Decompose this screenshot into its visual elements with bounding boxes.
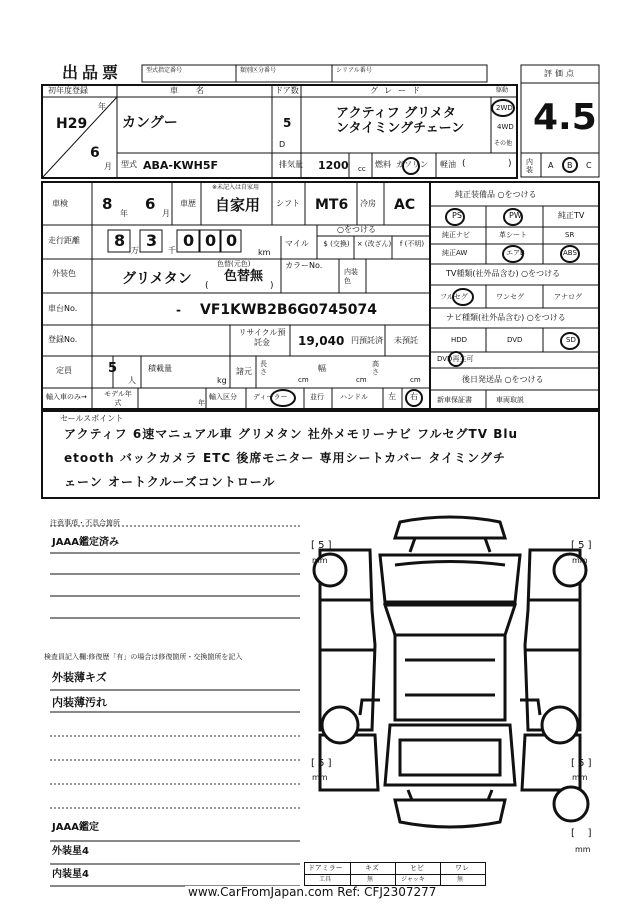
score-value: 4.5 — [533, 97, 597, 138]
mileage-digit-5: 0 — [226, 231, 238, 250]
legend-header-4: ワレ — [455, 864, 469, 872]
equip-abs: ABS — [563, 249, 577, 257]
tire-spare-unit: mm — [575, 845, 591, 854]
recycle-value: 19,040 — [298, 334, 345, 348]
score-label: 評価点 — [544, 69, 577, 78]
tire-front-left-unit: mm — [312, 556, 328, 565]
mileage-digit-3: 0 — [183, 231, 195, 250]
legend-table — [304, 862, 486, 886]
serial-label: シリアル番号 — [336, 67, 372, 74]
doors-value: 5 — [283, 116, 292, 130]
doors-label: ドア数 — [275, 86, 299, 95]
grade-line1: アクティフ グリメタ — [336, 106, 456, 121]
fuel-paren-close: ) — [508, 159, 512, 169]
mileage-digit-2: 3 — [146, 231, 158, 250]
width-label: 幅 — [318, 364, 326, 373]
selected-gasoline-circle — [402, 157, 420, 175]
inspection-label: 車検 — [52, 199, 68, 208]
selected-dealer-circle — [270, 389, 296, 407]
drive-4wd: 4WD — [497, 123, 514, 131]
form-code-label: 型式指定番号 — [146, 67, 183, 74]
navi-sd: SD — [566, 336, 576, 344]
interior-grade-b: B — [567, 161, 573, 170]
navi-sd-circle — [560, 332, 580, 350]
color-paren-close: ) — [270, 281, 274, 291]
tv-title: TV種類(社外品含む) ○をつける — [446, 269, 561, 278]
altered-label: × (改ざん) — [356, 240, 392, 248]
capacity-value: 5 — [108, 361, 118, 376]
equip-abs-circle — [560, 245, 580, 263]
tire-front-left: [ 5 ] — [311, 540, 332, 551]
import-class-label: 輸入区分 — [209, 393, 237, 401]
later-title: 後日発送品 ○をつける — [462, 375, 544, 384]
class-code-label: 類別区分番号 — [240, 67, 277, 74]
unknown-label: f (不明) — [399, 240, 425, 248]
capacity-label: 定員 — [56, 366, 72, 375]
fuel-diesel: 軽油 — [440, 160, 456, 169]
shift-value: MT6 — [315, 197, 349, 213]
car-name-label: 車名 — [170, 86, 222, 95]
reg-no-label: 登録No. — [48, 335, 78, 344]
equip-tv: 純正TV — [558, 211, 585, 220]
model-value: ABA-KWH5F — [143, 159, 219, 172]
color-no-label: カラーNo. — [285, 261, 323, 270]
grade-line2: ンタイミングチェーン — [336, 121, 465, 136]
swap-label: $ (交換) — [323, 240, 350, 248]
dims-label: 諸元 — [236, 367, 252, 376]
legend-header-3: ヒビ — [410, 864, 424, 872]
inspection-year: 8 — [102, 195, 113, 213]
first-reg-label: 初年度登録 — [48, 86, 88, 95]
person-unit: 人 — [128, 376, 136, 385]
tire-spare: [ ] — [571, 828, 592, 839]
dvd-playback-circle — [448, 351, 464, 367]
doors-unit: D — [279, 140, 286, 149]
car-name: カングー — [122, 115, 178, 131]
selected-interior-b-circle — [562, 157, 578, 173]
inspector-line-1: 外装薄キズ — [52, 671, 107, 684]
legend-value-3: ジャッキ — [401, 876, 425, 883]
sales-point-label: セールスポイント — [60, 414, 124, 423]
later-manual: 車両取説 — [496, 396, 524, 404]
handle-label: ハンドル — [340, 393, 368, 401]
equip-pw-circle — [503, 208, 523, 226]
import-label: 輸入車のみ→ — [46, 393, 87, 401]
color-change-value: 色替無 — [224, 269, 264, 284]
equip-pw: PW — [509, 211, 522, 220]
tire-rear-left-unit: mm — [312, 773, 328, 782]
mileage-digit-1: 8 — [114, 231, 126, 250]
color-paren-open: ( — [205, 281, 209, 291]
inspector-line-2: 内装薄汚れ — [52, 696, 107, 709]
mileage-sen-unit: 千 — [168, 246, 176, 255]
legend-header-2: キズ — [365, 864, 379, 872]
equip-ps: PS — [452, 211, 462, 220]
length-cm-unit: cm — [298, 376, 309, 384]
color-original-label: 色替(元色) — [217, 260, 251, 268]
recycle-paid: 円預託済 — [351, 336, 383, 345]
footer-watermark: www.CarFromJapan.com Ref: CFJ2307277 — [185, 886, 439, 898]
interior-color-label: 内装色 — [344, 268, 358, 285]
grade-label: グレード — [370, 86, 426, 95]
interior-grade-a: A — [548, 161, 554, 170]
selected-2wd-circle — [491, 99, 515, 117]
caution-label: 注意事項・不具合箇所 — [50, 519, 120, 527]
sales-point-line-3: ェーン オートクルーズコントロール — [64, 475, 276, 489]
form-title: 出品票 — [62, 63, 123, 82]
legend-value-2: 無 — [367, 876, 374, 883]
dealer-label: ディーラー — [253, 393, 288, 401]
tv-fullseg-circle — [452, 288, 474, 306]
mileage-km-unit: km — [258, 248, 271, 257]
inspection-month-unit: 月 — [162, 209, 170, 218]
legend-header-1: ドアミラー — [308, 864, 343, 872]
mileage-digit-4: 0 — [205, 231, 217, 250]
load-kg-unit: kg — [217, 376, 227, 385]
height-label: 高さ — [372, 360, 379, 376]
dvd-playback: DVD再生可 — [437, 355, 474, 363]
handle-right: 右 — [410, 392, 418, 401]
recycle-unpaid: 未預託 — [394, 336, 418, 345]
chassis-label: 車台No. — [48, 304, 78, 313]
bottom-note-3: 内装星4 — [52, 869, 89, 880]
car-damage-diagram — [300, 510, 600, 902]
equipment-title: 純正装備品 ○をつける — [455, 190, 537, 199]
equip-sr: SR — [565, 231, 575, 239]
first-reg-month: 6 — [90, 145, 100, 161]
handle-left: 左 — [388, 392, 396, 401]
tire-rear-left: [ 5 ] — [311, 758, 332, 769]
drive-2wd: 2WD — [496, 104, 513, 112]
tv-analog: アナログ — [554, 293, 582, 301]
circle-note: ○をつける — [337, 225, 376, 234]
exterior-color-label: 外装色 — [52, 269, 76, 278]
tv-fullseg: フルセグ — [440, 293, 468, 301]
displacement-label: 排気量 — [279, 160, 303, 169]
equip-aw: 純正AW — [442, 249, 468, 257]
mileage-man-unit: 万 — [131, 246, 139, 255]
month-unit: 月 — [104, 162, 112, 171]
tire-front-right-unit: mm — [572, 556, 588, 565]
interior-label: 内装 — [526, 158, 533, 174]
height-cm-unit: cm — [410, 376, 421, 384]
year-unit: 年 — [98, 102, 106, 111]
fuel-gasoline: ガソリン — [396, 160, 428, 169]
displacement-value: 1200 — [318, 159, 349, 172]
inspection-year-unit: 年 — [120, 209, 128, 218]
model-label: 型式 — [121, 160, 137, 169]
shift-label: シフト — [276, 199, 300, 208]
caution-line-1: JAAA鑑定済み — [52, 537, 119, 548]
selected-right-handle-circle — [405, 389, 423, 407]
legend-value-1: 工具 — [319, 876, 332, 883]
mileage-label: 走行距離 — [48, 236, 80, 245]
displacement-unit: cc — [358, 165, 366, 173]
tire-front-right: [ 5 ] — [571, 540, 592, 551]
tv-oneseg: ワンセグ — [496, 293, 524, 301]
chassis-value: VF1KWB2B6G0745074 — [200, 302, 377, 318]
fuel-label: 燃料 — [375, 160, 391, 169]
equip-airbag-circle — [502, 245, 524, 263]
bottom-note-2: 外装星4 — [52, 846, 89, 857]
bottom-note-1: JAAA鑑定 — [52, 822, 99, 833]
equip-airbag: エアB — [506, 249, 525, 257]
exterior-color-value: グリメタン — [122, 271, 192, 287]
model-year-unit: 年 — [198, 399, 205, 407]
drive-label: 駆動 — [496, 87, 509, 94]
history-label: 車歴 — [180, 199, 196, 208]
mile-label: マイル — [285, 239, 309, 248]
legend-value-4: 無 — [457, 876, 464, 883]
tire-rear-right: [ 5 ] — [571, 758, 592, 769]
sales-point-line-1: アクティフ 6速マニュアル車 グリメタン 社外メモリーナビ フルセグTV Blu — [64, 427, 518, 441]
navi-title: ナビ種類(社外品含む) ○をつける — [446, 313, 566, 322]
later-warranty: 新車保証書 — [437, 396, 472, 404]
recycle-label: リサイクル預託金 — [238, 328, 286, 347]
first-reg-year: H29 — [56, 116, 88, 132]
load-label: 積載量 — [148, 364, 172, 373]
chassis-dash: - — [176, 303, 181, 317]
drive-other: その他 — [494, 140, 513, 147]
ac-label: 冷房 — [360, 199, 376, 208]
equip-leather: 革シート — [499, 231, 527, 239]
length-label: 長さ — [260, 360, 267, 376]
inspection-month: 6 — [145, 195, 156, 213]
navi-hdd: HDD — [451, 336, 468, 344]
parallel-label: 並行 — [310, 393, 324, 401]
equip-navi: 純正ナビ — [442, 231, 470, 239]
sales-point-line-2: etooth バックカメラ ETC 後席モニター 専用シートカバー タイミングチ — [64, 451, 506, 465]
equip-ps-circle — [445, 208, 465, 226]
width-cm-unit: cm — [356, 376, 367, 384]
fuel-paren-open: ( — [462, 159, 466, 169]
interior-grade-c: C — [586, 161, 592, 170]
tire-rear-right-unit: mm — [572, 773, 588, 782]
navi-dvd: DVD — [507, 336, 523, 344]
model-year-label: モデル年式 — [104, 390, 132, 407]
history-note: ※未記入は自家用 — [212, 184, 260, 191]
ac-value: AC — [394, 197, 416, 213]
inspector-label: 検査員記入欄:修復歴「有」の場合は修復箇所・交換箇所を記入 — [44, 653, 243, 661]
history-value: 自家用 — [215, 196, 261, 214]
